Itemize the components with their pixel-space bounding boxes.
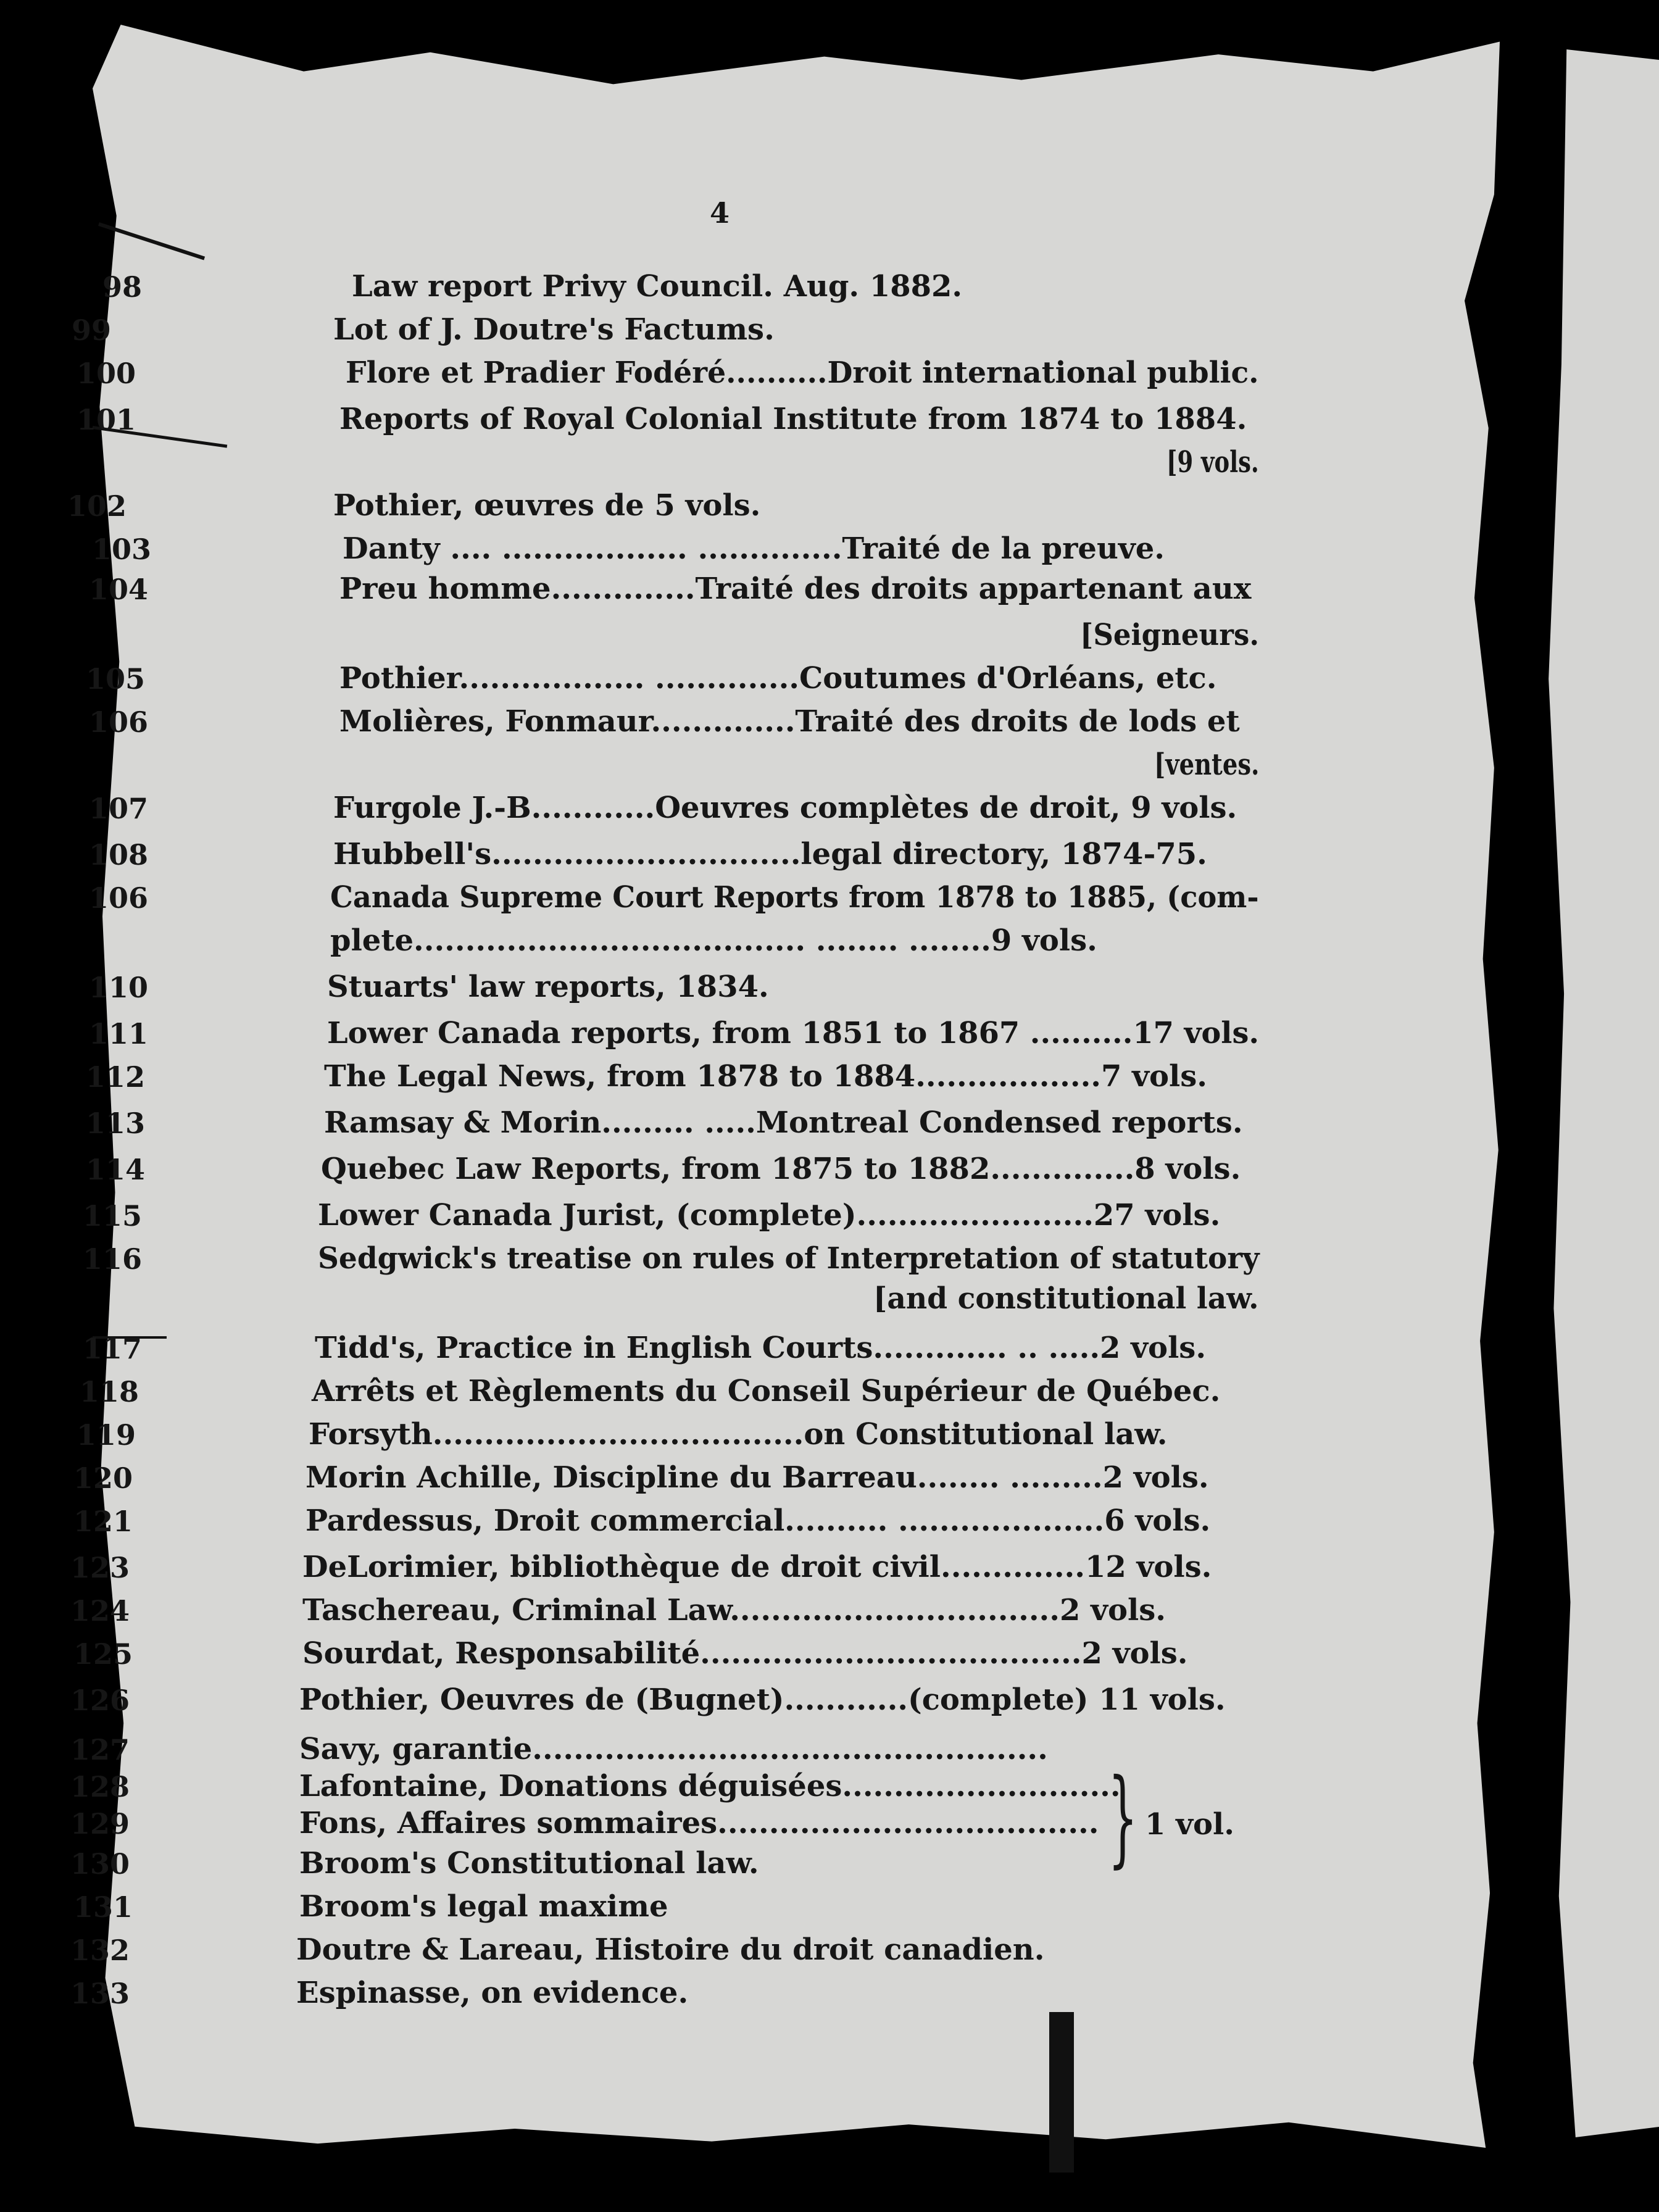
entry-number: 100 — [76, 357, 136, 390]
entry-number: 114 — [85, 1153, 145, 1186]
entry-text: Flore et Pradier Fodéré..........Droit international public. — [346, 356, 1259, 390]
entry-text: DeLorimier, bibliothèque de droit civil..............12 vols. — [302, 1550, 1212, 1584]
entry-number: 128 — [70, 1770, 130, 1803]
entry-number: 103 — [91, 533, 151, 566]
entry-number: 115 — [82, 1199, 142, 1233]
entry-number: 107 — [88, 792, 148, 825]
entry-text: Pothier, Oeuvres de (Bugnet)............(complete) 11 vols. — [299, 1682, 1226, 1717]
entry-text: Reports of Royal Colonial Institute from 1874 to 1884. — [339, 402, 1247, 436]
entry-number: 119 — [76, 1418, 136, 1452]
entry-text: Lower Canada reports, from 1851 to 1867 ..........17 vols. — [327, 1016, 1260, 1050]
entry-text: Pothier.................. ..............Coutumes d'Orléans, etc. — [339, 661, 1217, 696]
paper-crack — [1049, 2012, 1074, 2172]
entry-text: Tidd's, Practice in English Courts............. .. .....2 vols. — [315, 1331, 1207, 1365]
entry-text: Law report Privy Council. Aug. 1882. — [352, 269, 963, 304]
entry-number: 104 — [88, 573, 148, 606]
entry-number: 105 — [85, 662, 145, 696]
entry-text: Pothier, œuvres de 5 vols. — [333, 488, 761, 523]
entry-number: 124 — [70, 1594, 130, 1628]
entry-number: 123 — [70, 1551, 130, 1584]
entry-number: 106 — [88, 881, 148, 915]
entry-text: Lower Canada Jurist, (complete).......................27 vols. — [318, 1198, 1221, 1233]
entry-number: 110 — [88, 971, 148, 1004]
entry-text: Quebec Law Reports, from 1875 to 1882..............8 vols. — [321, 1152, 1241, 1186]
entry-continuation: [9 vols. — [1166, 445, 1259, 480]
entry-text: Arrêts et Règlements du Conseil Supérieur de Québec. — [312, 1374, 1221, 1408]
entry-text: Hubbell's..............................legal directory, 1874-75. — [333, 837, 1207, 871]
entry-text: Espinasse, on evidence. — [296, 1976, 689, 2010]
entry-continuation: [ventes. — [1154, 747, 1260, 782]
entry-text: Molières, Fonmaur..............Traité des droits de lods et — [339, 704, 1240, 739]
entry-text: Furgole J.-B............Oeuvres complètes de droit, 9 vols. — [333, 791, 1237, 825]
entry-text: Broom's legal maxime — [299, 1889, 668, 1924]
page-number: 4 — [710, 196, 730, 230]
adjacent-page-fragment — [1531, 49, 1659, 2148]
entry-text: Doutre & Lareau, Histoire du droit canadien. — [296, 1932, 1045, 1967]
entry-number: 111 — [88, 1017, 148, 1050]
entry-number: 99 — [71, 314, 111, 347]
entry-text: Lafontaine, Donations déguisées........................... — [299, 1769, 1121, 1803]
entry-continuation: [Seigneurs. — [1080, 618, 1260, 652]
entry-text: Fons, Affaires sommaires..................................... — [299, 1806, 1099, 1840]
entry-number: 131 — [73, 1890, 133, 1924]
entry-number: 108 — [88, 838, 148, 871]
entry-text: Sedgwick's treatise on rules of Interpretation of statutory — [318, 1241, 1260, 1276]
entry-text: Danty .... .................. ..............Traité de la preuve. — [343, 531, 1165, 566]
entry-number: 133 — [70, 1977, 130, 2010]
entry-number: 106 — [88, 705, 148, 739]
entry-text: Preu homme..............Traité des droits appartenant aux — [339, 572, 1252, 606]
entry-number: 113 — [85, 1107, 145, 1140]
entry-number: 127 — [70, 1733, 130, 1766]
entry-text: Ramsay & Morin......... .....Montreal Condensed reports. — [324, 1105, 1243, 1140]
entry-number: 102 — [67, 489, 127, 523]
entry-text: Taschereau, Criminal Law................................2 vols. — [302, 1593, 1166, 1628]
entry-number: 116 — [82, 1242, 142, 1276]
entry-text: Sourdat, Responsabilité.....................................2 vols. — [302, 1636, 1188, 1671]
entry-number: 126 — [70, 1684, 130, 1717]
entry-continuation: [and constitutional law. — [873, 1281, 1259, 1316]
entry-number: 121 — [73, 1505, 133, 1538]
brace-bracket: } — [1108, 1757, 1138, 1879]
entry-number: 130 — [70, 1847, 130, 1881]
entry-number: 129 — [70, 1807, 130, 1840]
entry-text: Savy, garantie.................................................. — [299, 1732, 1048, 1766]
entry-text: Morin Achille, Discipline du Barreau........ .........2 vols. — [306, 1460, 1209, 1495]
entry-text: Pardessus, Droit commercial.......... ....................6 vols. — [306, 1503, 1211, 1538]
entry-continuation: plete...................................... ........ ........9 vols. — [330, 923, 1097, 958]
entry-number: 132 — [70, 1934, 130, 1967]
entry-number: 118 — [79, 1375, 139, 1408]
brace-group-label: 1 vol. — [1145, 1807, 1234, 1842]
entry-number: 117 — [82, 1332, 142, 1365]
entry-number: 112 — [85, 1060, 145, 1094]
entry-number: 120 — [73, 1462, 133, 1495]
entry-number: 125 — [73, 1637, 133, 1671]
entry-text: The Legal News, from 1878 to 1884..................7 vols. — [324, 1059, 1207, 1094]
entry-text: Canada Supreme Court Reports from 1878 to 1885, (com- — [330, 880, 1259, 915]
entry-number: 98 — [102, 270, 142, 304]
entry-text: Broom's Constitutional law. — [299, 1846, 759, 1881]
entry-text: Forsyth....................................on Constitutional law. — [309, 1417, 1168, 1452]
entry-text: Lot of J. Doutre's Factums. — [333, 312, 775, 347]
entry-text: Stuarts' law reports, 1834. — [327, 970, 769, 1004]
entry-number: 101 — [76, 403, 136, 436]
